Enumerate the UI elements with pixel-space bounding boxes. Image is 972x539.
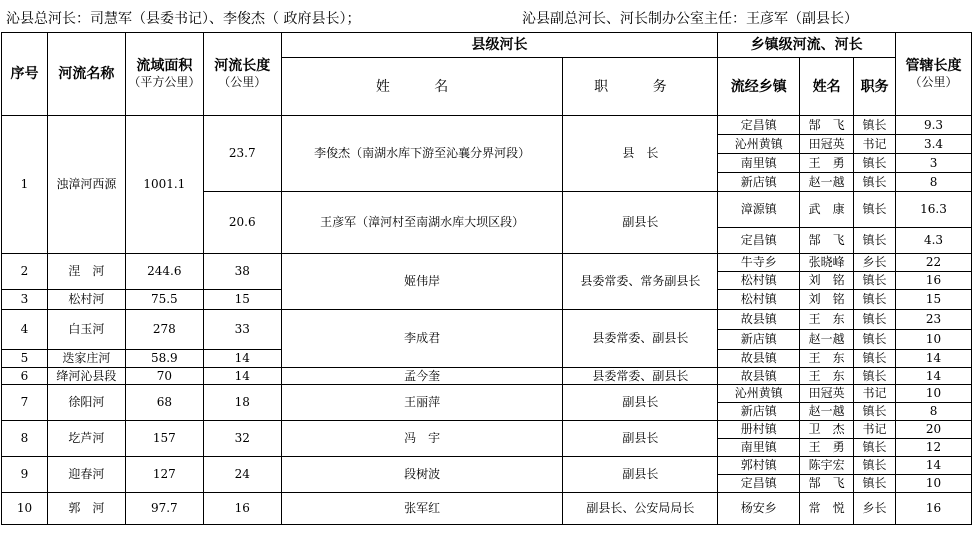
town-cell: 册村镇 xyxy=(718,421,800,439)
town-cell: 郭村镇 xyxy=(718,457,800,475)
header-row-1 xyxy=(2,33,972,58)
county-name-cell: 孟今奎 xyxy=(281,368,563,385)
town-post-cell: 镇长 xyxy=(854,173,896,192)
length-cell: 20.6 xyxy=(203,192,281,254)
jurisdiction-cell: 15 xyxy=(896,290,972,310)
river-name-cell: 徐阳河 xyxy=(47,385,125,421)
town-cell: 定昌镇 xyxy=(718,116,800,135)
area-cell: 278 xyxy=(125,310,203,350)
town-cell: 定昌镇 xyxy=(718,228,800,254)
river-name-cell: 迭家庄河 xyxy=(47,350,125,368)
col-area xyxy=(125,33,203,116)
river-chief-table xyxy=(1,32,972,525)
jurisdiction-cell: 9.3 xyxy=(896,116,972,135)
county-post-cell: 县委常委、副县长 xyxy=(563,310,718,368)
table-row xyxy=(2,385,972,403)
seq-cell: 6 xyxy=(2,368,48,385)
jurisdiction-cell: 14 xyxy=(896,368,972,385)
county-post-cell: 县委常委、副县长 xyxy=(563,368,718,385)
town-name-cell: 王 东 xyxy=(800,310,854,330)
col-jurisdiction-label: 管辖长度 xyxy=(905,58,962,74)
town-cell: 新店镇 xyxy=(718,173,800,192)
town-post-cell: 镇长 xyxy=(854,368,896,385)
town-name-cell: 王 勇 xyxy=(800,439,854,457)
town-post-cell: 镇长 xyxy=(854,228,896,254)
seq-cell: 10 xyxy=(2,493,48,525)
county-name-cell: 冯 宇 xyxy=(281,421,563,457)
town-cell: 新店镇 xyxy=(718,330,800,350)
town-cell: 杨安乡 xyxy=(718,493,800,525)
town-name-cell: 张晓峰 xyxy=(800,254,854,272)
seq-cell: 1 xyxy=(2,116,48,254)
length-cell: 16 xyxy=(203,493,281,525)
col-town-name: 姓名 xyxy=(800,58,854,116)
length-cell: 33 xyxy=(203,310,281,350)
col-town: 乡镇级河流、河长 xyxy=(718,33,896,58)
col-town-post: 职务 xyxy=(854,58,896,116)
town-name-cell: 田冠英 xyxy=(800,385,854,403)
town-cell: 沁州黄镇 xyxy=(718,385,800,403)
town-cell: 故县镇 xyxy=(718,368,800,385)
town-cell: 故县镇 xyxy=(718,310,800,330)
river-name-cell: 迎春河 xyxy=(47,457,125,493)
county-name-cell: 李俊杰（南湖水库下游至沁襄分界河段） xyxy=(281,116,563,192)
area-cell: 68 xyxy=(125,385,203,421)
col-river: 河流名称 xyxy=(47,33,125,116)
town-cell: 松村镇 xyxy=(718,272,800,290)
town-name-cell: 王 东 xyxy=(800,350,854,368)
seq-cell: 7 xyxy=(2,385,48,421)
seq-cell: 9 xyxy=(2,457,48,493)
county-name-cell: 张军红 xyxy=(281,493,563,525)
area-cell: 97.7 xyxy=(125,493,203,525)
jurisdiction-cell: 8 xyxy=(896,403,972,421)
length-cell: 32 xyxy=(203,421,281,457)
river-name-cell: 涅 河 xyxy=(47,254,125,290)
town-post-cell: 镇长 xyxy=(854,350,896,368)
seq-cell: 8 xyxy=(2,421,48,457)
town-post-cell: 镇长 xyxy=(854,272,896,290)
river-name-cell: 松村河 xyxy=(47,290,125,310)
length-cell: 14 xyxy=(203,368,281,385)
county-post-cell: 副县长 xyxy=(563,457,718,493)
jurisdiction-cell: 8 xyxy=(896,173,972,192)
area-cell: 127 xyxy=(125,457,203,493)
town-post-cell: 镇长 xyxy=(854,290,896,310)
col-jurisdiction xyxy=(896,33,972,116)
town-post-cell: 镇长 xyxy=(854,439,896,457)
river-name-cell: 郭 河 xyxy=(47,493,125,525)
county-name-cell: 王丽萍 xyxy=(281,385,563,421)
table-row xyxy=(2,116,972,135)
col-town-flow: 流经乡镇 xyxy=(718,58,800,116)
town-post-cell: 镇长 xyxy=(854,330,896,350)
jurisdiction-cell: 12 xyxy=(896,439,972,457)
col-length xyxy=(203,33,281,116)
table-row xyxy=(2,493,972,525)
col-county: 县级河长 xyxy=(281,33,718,58)
town-post-cell: 镇长 xyxy=(854,192,896,228)
town-cell: 新店镇 xyxy=(718,403,800,421)
jurisdiction-cell: 23 xyxy=(896,310,972,330)
col-county-name: 姓 名 xyxy=(281,58,563,116)
area-cell: 157 xyxy=(125,421,203,457)
town-name-cell: 赵一越 xyxy=(800,403,854,421)
jurisdiction-cell: 14 xyxy=(896,457,972,475)
town-post-cell: 书记 xyxy=(854,135,896,154)
town-post-cell: 镇长 xyxy=(854,310,896,330)
table-row xyxy=(2,368,972,385)
town-name-cell: 刘 铭 xyxy=(800,290,854,310)
length-cell: 18 xyxy=(203,385,281,421)
seq-cell: 5 xyxy=(2,350,48,368)
river-name-cell: 浊漳河西源 xyxy=(47,116,125,254)
table-row xyxy=(2,254,972,272)
county-name-cell: 王彦军（漳河村至南湖水库大坝区段） xyxy=(281,192,563,254)
river-name-cell: 绛河沁县段 xyxy=(47,368,125,385)
area-cell: 244.6 xyxy=(125,254,203,290)
town-name-cell: 陈宇宏 xyxy=(800,457,854,475)
table-row xyxy=(2,421,972,439)
county-post-cell: 副县长 xyxy=(563,385,718,421)
town-name-cell: 田冠英 xyxy=(800,135,854,154)
area-cell: 1001.1 xyxy=(125,116,203,254)
jurisdiction-cell: 16.3 xyxy=(896,192,972,228)
town-name-cell: 刘 铭 xyxy=(800,272,854,290)
col-area-label: 流域面积 xyxy=(136,58,193,74)
county-name-cell: 李成君 xyxy=(281,310,563,368)
jurisdiction-cell: 10 xyxy=(896,330,972,350)
town-post-cell: 书记 xyxy=(854,421,896,439)
seq-cell: 4 xyxy=(2,310,48,350)
town-cell: 牛寺乡 xyxy=(718,254,800,272)
town-cell: 定昌镇 xyxy=(718,475,800,493)
length-cell: 24 xyxy=(203,457,281,493)
town-name-cell: 郜 飞 xyxy=(800,116,854,135)
river-name-cell: 圪芦河 xyxy=(47,421,125,457)
jurisdiction-cell: 14 xyxy=(896,350,972,368)
area-cell: 70 xyxy=(125,368,203,385)
seq-cell: 2 xyxy=(2,254,48,290)
town-cell: 松村镇 xyxy=(718,290,800,310)
area-cell: 75.5 xyxy=(125,290,203,310)
jurisdiction-cell: 22 xyxy=(896,254,972,272)
col-jurisdiction-unit: （公里） xyxy=(909,75,958,89)
town-post-cell: 乡长 xyxy=(854,254,896,272)
jurisdiction-cell: 10 xyxy=(896,385,972,403)
town-name-cell: 郜 飞 xyxy=(800,475,854,493)
town-name-cell: 武 康 xyxy=(800,192,854,228)
table-row xyxy=(2,310,972,330)
seq-cell: 3 xyxy=(2,290,48,310)
town-post-cell: 书记 xyxy=(854,385,896,403)
town-name-cell: 常 悦 xyxy=(800,493,854,525)
town-name-cell: 郜 飞 xyxy=(800,228,854,254)
length-cell: 38 xyxy=(203,254,281,290)
jurisdiction-cell: 16 xyxy=(896,493,972,525)
header-bar xyxy=(0,0,972,32)
town-cell: 漳源镇 xyxy=(718,192,800,228)
town-cell: 南里镇 xyxy=(718,439,800,457)
town-post-cell: 镇长 xyxy=(854,116,896,135)
deputy-chief-river-chief: 沁县副总河长、河长制办公室主任：王彦军（副县长） xyxy=(522,11,858,27)
length-cell: 15 xyxy=(203,290,281,310)
jurisdiction-cell: 10 xyxy=(896,475,972,493)
town-name-cell: 赵一越 xyxy=(800,330,854,350)
county-post-cell: 县 长 xyxy=(563,116,718,192)
river-name-cell: 白玉河 xyxy=(47,310,125,350)
jurisdiction-cell: 3 xyxy=(896,154,972,173)
jurisdiction-cell: 20 xyxy=(896,421,972,439)
town-post-cell: 镇长 xyxy=(854,154,896,173)
col-seq: 序号 xyxy=(2,33,48,116)
town-name-cell: 卫 杰 xyxy=(800,421,854,439)
col-area-unit: （平方公里） xyxy=(128,75,201,89)
town-name-cell: 赵一越 xyxy=(800,173,854,192)
town-cell: 故县镇 xyxy=(718,350,800,368)
col-length-label: 河流长度 xyxy=(214,58,271,74)
jurisdiction-cell: 16 xyxy=(896,272,972,290)
chief-river-chiefs: 沁县总河长：司慧军（县委书记）、李俊杰（ 政府县长）； xyxy=(6,11,361,27)
col-county-post: 职 务 xyxy=(563,58,718,116)
length-cell: 14 xyxy=(203,350,281,368)
county-name-cell: 姬伟岸 xyxy=(281,254,563,310)
county-post-cell: 副县长 xyxy=(563,421,718,457)
town-name-cell: 王 勇 xyxy=(800,154,854,173)
table-row xyxy=(2,457,972,475)
town-post-cell: 镇长 xyxy=(854,457,896,475)
jurisdiction-cell: 3.4 xyxy=(896,135,972,154)
county-post-cell: 县委常委、常务副县长 xyxy=(563,254,718,310)
town-post-cell: 乡长 xyxy=(854,493,896,525)
county-post-cell: 副县长、公安局局长 xyxy=(563,493,718,525)
town-cell: 南里镇 xyxy=(718,154,800,173)
town-cell: 沁州黄镇 xyxy=(718,135,800,154)
jurisdiction-cell: 4.3 xyxy=(896,228,972,254)
county-post-cell: 副县长 xyxy=(563,192,718,254)
area-cell: 58.9 xyxy=(125,350,203,368)
town-post-cell: 镇长 xyxy=(854,475,896,493)
county-name-cell: 段树波 xyxy=(281,457,563,493)
col-length-unit: （公里） xyxy=(218,75,267,89)
town-name-cell: 王 东 xyxy=(800,368,854,385)
length-cell: 23.7 xyxy=(203,116,281,192)
town-post-cell: 镇长 xyxy=(854,403,896,421)
